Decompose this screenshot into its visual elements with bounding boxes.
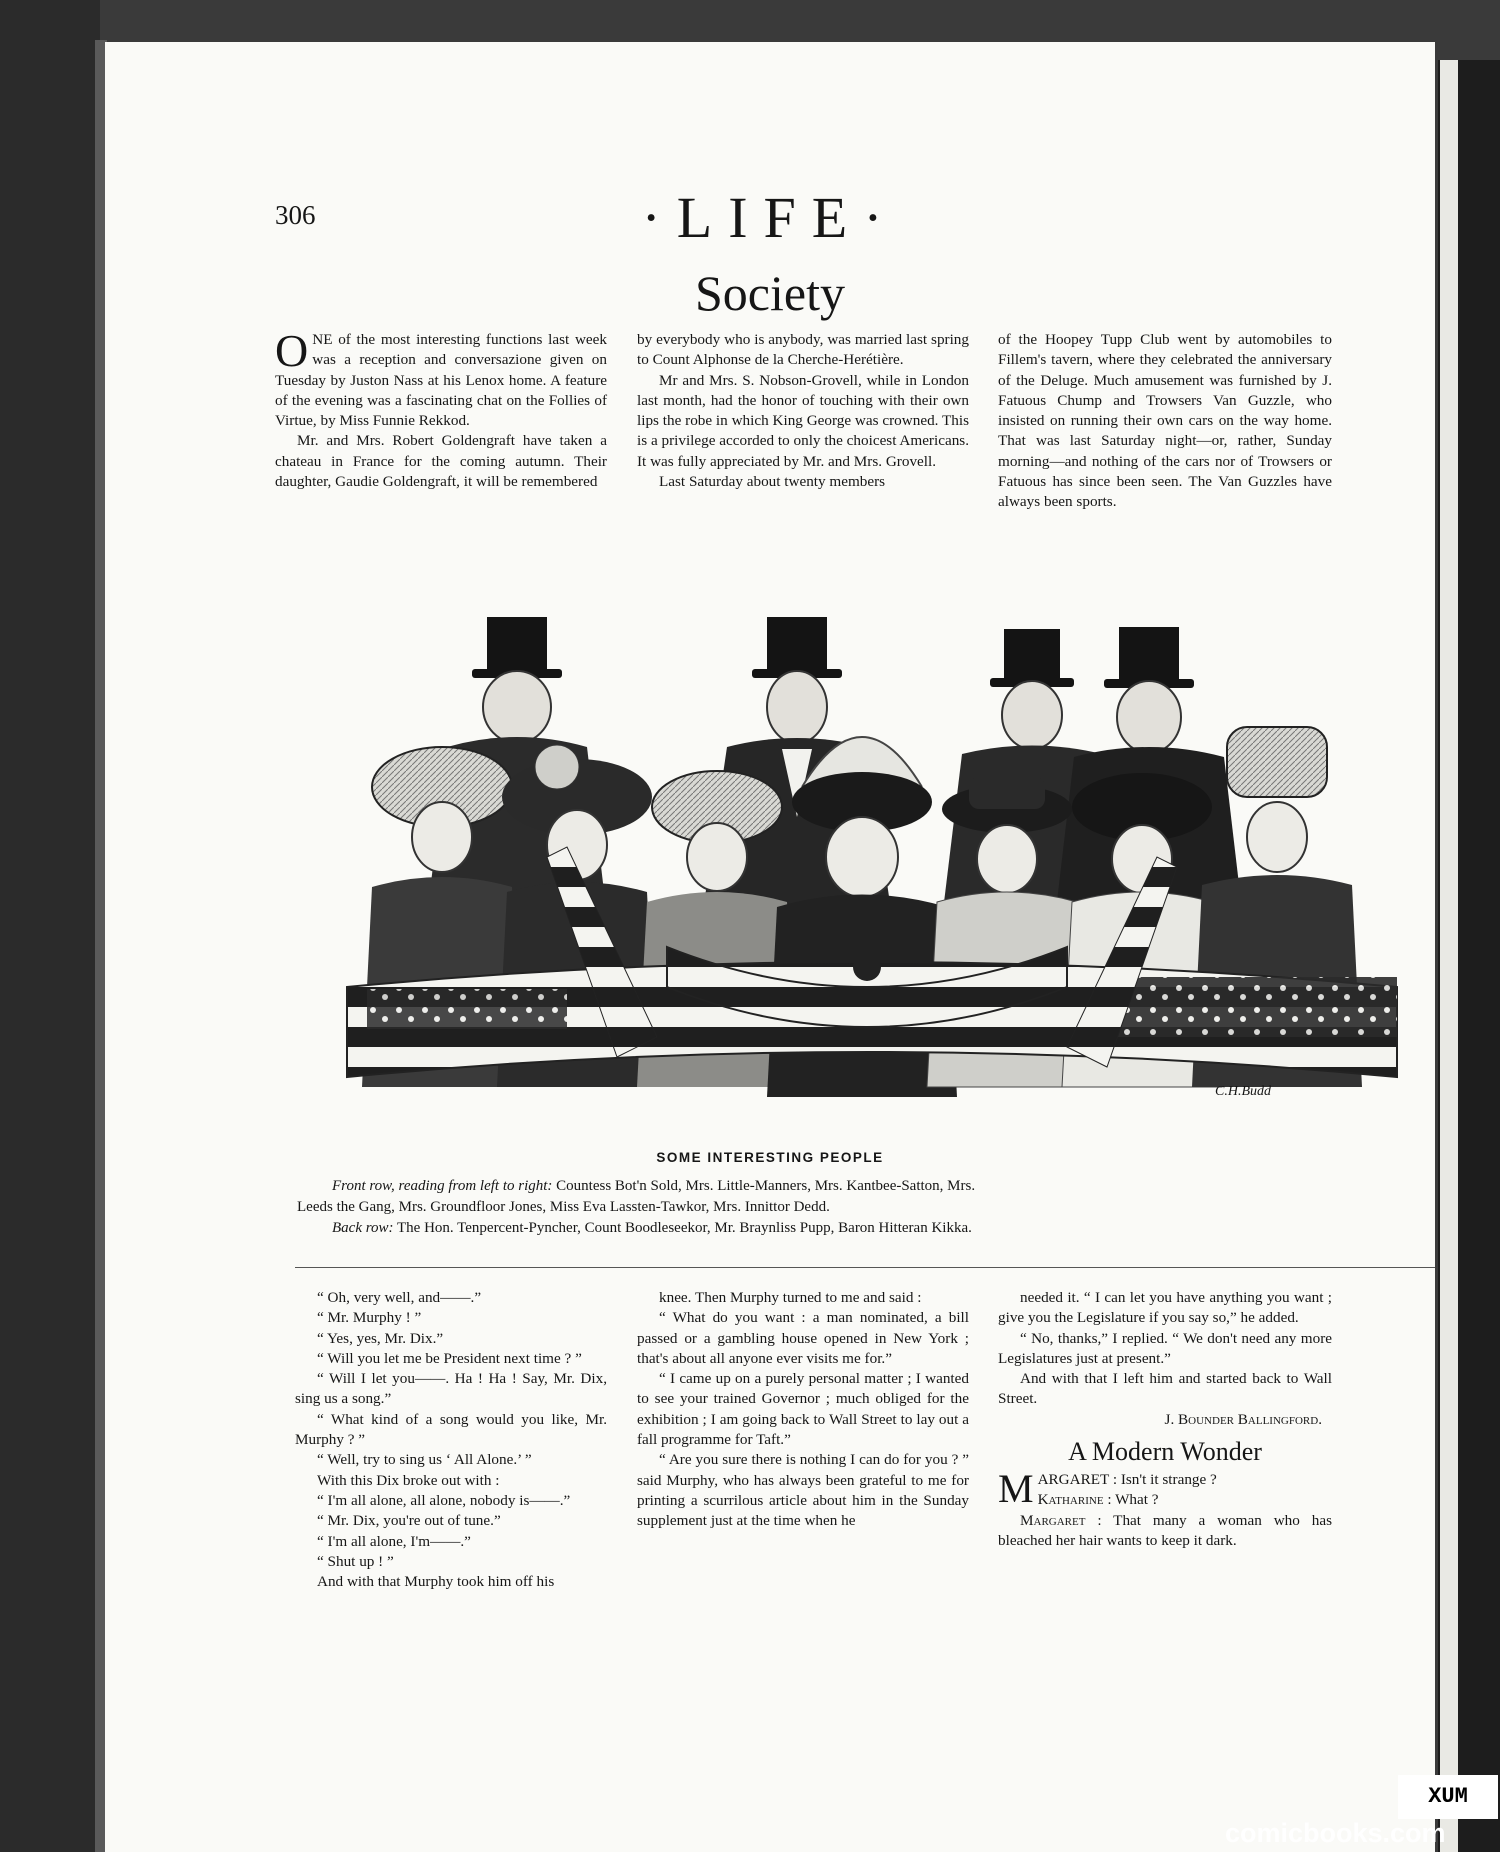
paragraph-text: NE of the most interesting functions last week was a reception and conversazione given on Tuesday by Juston Nass at his Lenox home. A feature of the evening was a fascinating chat on the Follies of Virtue, by Miss Funnie Rekkod. bbox=[275, 331, 607, 430]
dialogue-paragraph: “ Are you sure there is nothing I can do for you ? ” said Murphy, who has always been grateful to me for printing a scurrilous article about him in the Sunday supplement just at the time when he bbox=[637, 1451, 969, 1530]
dialogue-paragraph: “ I'm all alone, all alone, nobody is——.” bbox=[317, 1491, 571, 1509]
dialogue-paragraph: “ What kind of a song would you like, Mr. Murphy ? ” bbox=[295, 1410, 607, 1449]
modern-wonder-title: A Modern Wonder bbox=[1068, 1437, 1262, 1467]
society-column-2 bbox=[637, 330, 969, 492]
society-paragraph: Last Saturday about twenty members bbox=[659, 473, 886, 491]
dialogue-paragraph: “ Mr. Dix, you're out of tune.” bbox=[317, 1512, 501, 1530]
dialogue-paragraph: “ Oh, very well, and——.” bbox=[317, 1289, 482, 1306]
speaker-name: Margaret : bbox=[1020, 1511, 1102, 1529]
section-title: Society bbox=[695, 265, 845, 321]
speaker-name: ARGARET : bbox=[1037, 1471, 1118, 1489]
byline-text: J. Bounder Ballingford. bbox=[1164, 1410, 1322, 1428]
society-paragraph: of the Hoopey Tupp Club went by automobiles to Fillem's tavern, where they celebrated the anniversary of the Deluge. Much amusement was furnished by J. Fatuous Chump and Trowsers Van Guzzle, who insisted on running their own cars on the way home. That was last Saturday night—or, rather, Sunday morning—and nothing of the cars nor of Trowsers or Fatuous has since been seen. The Van Guzzles have always been sports. bbox=[998, 331, 1332, 511]
dialogue-paragraph: “ Yes, yes, Mr. Dix.” bbox=[317, 1329, 444, 1347]
wonder-line bbox=[998, 1466, 1332, 1512]
dialogue-paragraph: “ Will you let me be President next time ? ” bbox=[317, 1349, 582, 1367]
section-divider bbox=[295, 1267, 1435, 1268]
caption-back-row bbox=[332, 1220, 972, 1237]
caption-front-row-cont: Leeds the Gang, Mrs. Groundfloor Jones, Miss Eva Lassten-Tawkor, Mrs. Innittor Dedd. bbox=[297, 1199, 830, 1215]
dialogue-paragraph: “ I came up on a purely personal matter ; I wanted to see your trained Governor ; much obliged for the exhibition ; I am going back to Wall Street to lay out a fall programme for Taft.” bbox=[637, 1370, 969, 1449]
artist-signature: C.H.Budd bbox=[1215, 1084, 1271, 1099]
wonder-line bbox=[998, 1511, 1332, 1552]
dialogue-paragraph: And with that Murphy took him off his bbox=[317, 1573, 555, 1591]
drop-cap: O bbox=[275, 325, 309, 376]
caption-title: SOME INTERESTING PEOPLE bbox=[656, 1150, 884, 1165]
dialogue-column-3 bbox=[998, 1288, 1332, 1551]
facing-page-sliver bbox=[1440, 60, 1458, 1852]
dialogue-paragraph: “ Mr. Murphy ! ” bbox=[317, 1309, 422, 1327]
speaker-name: Katharine : bbox=[1037, 1491, 1112, 1509]
dialogue-paragraph: “ What do you want : a man nominated, a bill passed or a gambling house opened in New York ; that's about all anyone ever visits me for.” bbox=[637, 1309, 969, 1367]
masthead: ·LIFE· bbox=[641, 185, 899, 250]
speaker-text: Isn't it strange ? bbox=[1120, 1471, 1217, 1489]
society-paragraph: Mr and Mrs. S. Nobson-Grovell, while in London last month, had the honor of touching with their own lips the robe in which King George was crowned. This is a privilege accorded to only the choicest Americans. It was fully appreciated by Mr. and Mrs. Grovell. bbox=[637, 371, 969, 470]
caption-label: Front row, reading from left to right: bbox=[332, 1178, 553, 1194]
dialogue-paragraph: “ Well, try to sing us ‘ All Alone.’ ” bbox=[317, 1451, 532, 1469]
scan-tag: XUM bbox=[1398, 1775, 1498, 1819]
caption-names: Countess Bot'n Sold, Mrs. Little-Manners, Mrs. Kantbee-Satton, Mrs. bbox=[556, 1178, 976, 1194]
watermark: comicbooks.com bbox=[1225, 1818, 1446, 1848]
byline bbox=[998, 1410, 1332, 1430]
dialogue-column-2 bbox=[637, 1288, 969, 1532]
speaker-text: What ? bbox=[1115, 1491, 1159, 1509]
scan-left-margin bbox=[0, 0, 100, 1852]
caption-names: The Hon. Tenpercent-Pyncher, Count Boodleseekor, Mr. Braynliss Pupp, Baron Hitteran Kikka. bbox=[397, 1220, 972, 1236]
society-paragraph bbox=[275, 325, 607, 431]
society-paragraph: by everybody who is anybody, was married last spring to Count Alphonse de la Cherche-Herétière. bbox=[637, 331, 969, 369]
dialogue-column-1 bbox=[295, 1288, 607, 1592]
caption-label: Back row: bbox=[332, 1220, 394, 1236]
dialogue-paragraph: needed it. “ I can let you have anything you want ; give you the Legislature if you say so,” he added. bbox=[998, 1289, 1332, 1327]
society-column-1 bbox=[275, 325, 607, 492]
dialogue-paragraph: With this Dix broke out with : bbox=[317, 1471, 500, 1489]
dialogue-paragraph: “ I'm all alone, I'm——.” bbox=[317, 1532, 471, 1550]
dialogue-paragraph: “ No, thanks,” I replied. “ We don't need any more Legislatures just at present.” bbox=[998, 1329, 1332, 1367]
society-paragraph: Mr. and Mrs. Robert Goldengraft have taken a chateau in France for the coming autumn. Their daughter, Gaudie Goldengraft, it will be remembered bbox=[275, 432, 607, 491]
magazine-page bbox=[105, 42, 1435, 1852]
drop-cap: M bbox=[998, 1466, 1034, 1512]
dialogue-paragraph: “ Shut up ! ” bbox=[317, 1552, 394, 1570]
society-column-3 bbox=[998, 330, 1332, 513]
page-number: 306 bbox=[275, 200, 316, 230]
speaker-text: That many a woman who has bleached her hair wants to keep it dark. bbox=[998, 1511, 1332, 1549]
dialogue-paragraph: “ Will I let you——. Ha ! Ha ! Say, Mr. Dix, sing us a song.” bbox=[295, 1370, 607, 1408]
dialogue-paragraph: And with that I left him and started back to Wall Street. bbox=[998, 1370, 1332, 1408]
dialogue-paragraph: knee. Then Murphy turned to me and said : bbox=[659, 1289, 922, 1306]
society-illustration bbox=[287, 607, 1449, 1119]
caption-front-row bbox=[332, 1178, 975, 1195]
